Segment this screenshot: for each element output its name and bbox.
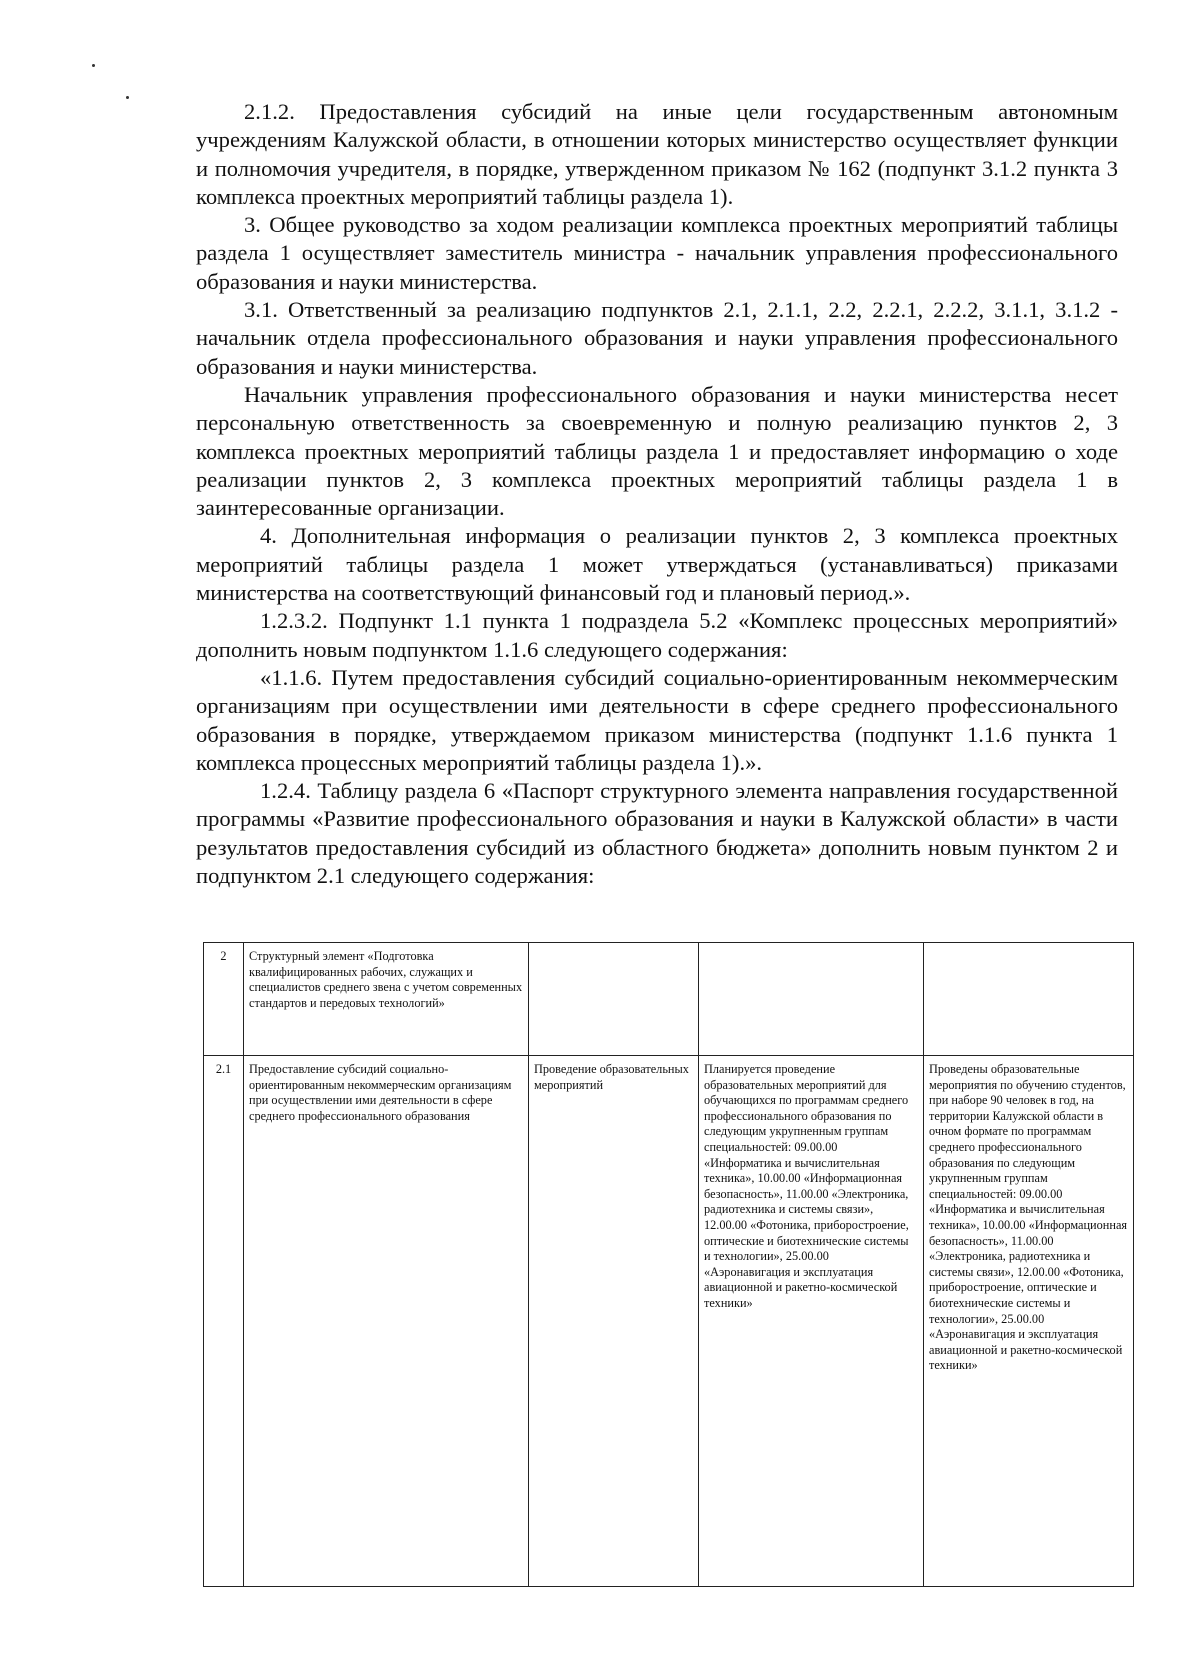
empty-cell — [699, 943, 924, 1056]
paragraph-1-2-3-2: 1.2.3.2. Подпункт 1.1 пункта 1 подраздела 5.2 «Комплекс процессных мероприятий» дополнить новым подпунктом 1.1.6 следующего содержания: — [196, 608, 1118, 662]
paragraph-4: 4. Дополнительная информация о реализации пунктов 2, 3 комплекса проектных мероприятий таблицы раздела 1 может утверждаться (устанавливаться) приказами министерства на соответствующий финансовый год и плановый период.». — [196, 523, 1118, 606]
paragraph-1-2-4: 1.2.4. Таблицу раздела 6 «Паспорт структурного элемента направления государственной программы «Развитие профессионального образования и науки в Калужской области» в части результатов предоставления субсидий из областного бюджета» дополнить новым пунктом 2 и подпунктом 2.1 следующего содержания: — [196, 778, 1118, 889]
row-number: 2 — [204, 943, 244, 1056]
table-row — [204, 943, 1134, 1056]
achieved-result-cell: Проведены образовательные мероприятия по обучению студентов, при наборе 90 человек в год, на территории Калужской области в очном формате по программам среднего профессионального образования по следующим укрупненным группам специальностей: 09.00.00 «Информатика и вычислительная техника», 10.00.00 «Информационная безопасность», 11.00.00 «Электроника, радиотехника и системы связи», 12.00.00 «Фотоника, приборостроение, оптические и биотехнические системы и технологии», 25.00.00 «Аэронавигация и эксплуатация авиационной и ракетно-космической техники» — [924, 1056, 1134, 1587]
table-row — [204, 1056, 1134, 1587]
scan-speck — [92, 64, 95, 67]
row-number: 2.1 — [204, 1056, 244, 1587]
passport-table — [203, 942, 1134, 1587]
planned-result-cell: Планируется проведение образовательных мероприятий для обучающихся по программам среднего профессионального образования по следующим укрупненным группам специальностей: 09.00.00 «Информатика и вычислительная техника», 10.00.00 «Информационная безопасность», 11.00.00 «Электроника, радиотехника и системы связи», 12.00.00 «Фотоника, приборостроение, оптические и биотехнические системы и технологии», 25.00.00 «Аэронавигация и эксплуатация авиационной и ракетно-космической техники» — [699, 1056, 924, 1587]
subsidy-description-cell: Предоставление субсидий социально-ориентированным некоммерческим организациям при осуществлении ими деятельности в сфере среднего профессионального образования — [244, 1056, 529, 1587]
paragraph-3-1: 3.1. Ответственный за реализацию подпунктов 2.1, 2.1.1, 2.2, 2.2.1, 2.2.2, 3.1.1, 3.1.2 - начальник отдела профессионального образования и науки управления профессионального образования и науки министерства. — [196, 297, 1118, 379]
document-body — [196, 98, 1118, 890]
empty-cell — [529, 943, 699, 1056]
empty-cell — [924, 943, 1134, 1056]
paragraph-2-1-2: 2.1.2. Предоставления субсидий на иные цели государственным автономным учреждениям Калужской области, в отношении которых министерство осуществляет функции и полномочия учредителя, в порядке, утвержденном приказом № 162 (подпункт 3.1.2 пункта 3 комплекса проектных мероприятий таблицы раздела 1). — [196, 99, 1118, 209]
scan-speck — [126, 96, 129, 99]
structural-element-cell: Структурный элемент «Подготовка квалифицированных рабочих, служащих и специалистов среднего звена с учетом современных стандартов и передовых технологий» — [244, 943, 529, 1056]
paragraph-head-responsibility: Начальник управления профессионального образования и науки министерства несет персональную ответственность за своевременную и полную реализацию пунктов 2, 3 комплекса проектных мероприятий таблицы раздела 1 и предоставляет информацию о ходе реализации пунктов 2, 3 комплекса проектных мероприятий таблицы раздела 1 в заинтересованные организации. — [196, 381, 1118, 521]
paragraph-3: 3. Общее руководство за ходом реализации комплекса проектных мероприятий таблицы раздела 1 осуществляет заместитель министра - начальник управления профессионального образования и науки министерства. — [196, 212, 1118, 294]
task-cell: Проведение образовательных мероприятий — [529, 1056, 699, 1587]
paragraph-1-1-6: «1.1.6. Путем предоставления субсидий социально-ориентированным некоммерческим организациям при осуществлении ими деятельности в сфере среднего профессионального образования в порядке, утверждаемом приказом министерства (подпункт 1.1.6 пункта 1 комплекса процессных мероприятий таблицы раздела 1).». — [196, 664, 1118, 775]
